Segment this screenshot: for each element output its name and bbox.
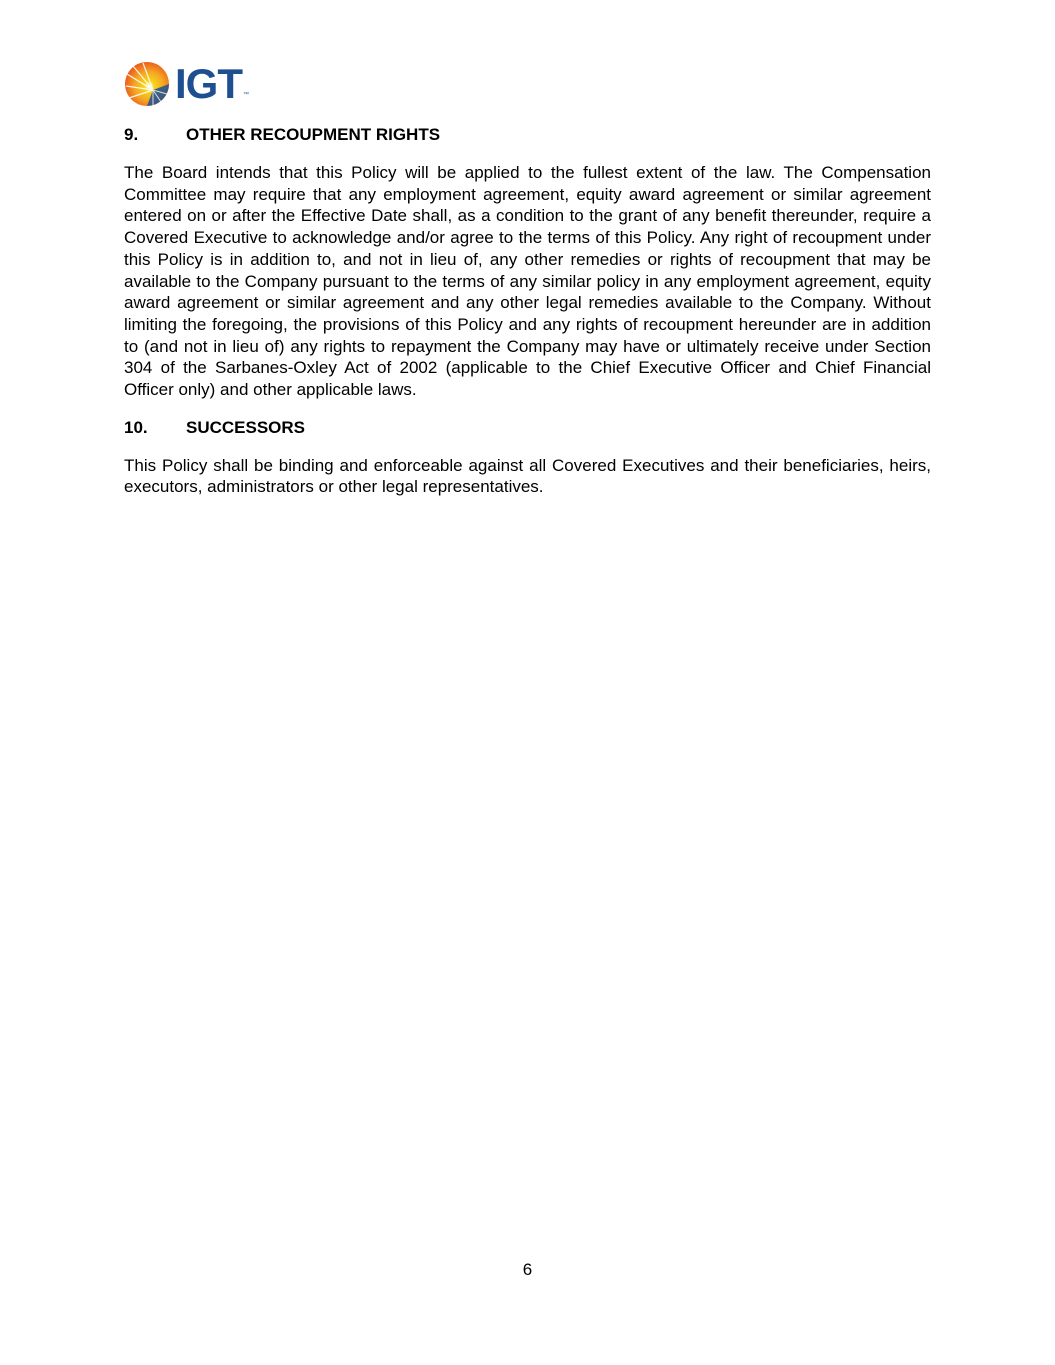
igt-logo bbox=[123, 60, 249, 108]
section-paragraph-10: This Policy shall be binding and enforceable against all Covered Executives and their beneficiaries, heirs, executors, administrators or other legal representatives. bbox=[124, 455, 931, 497]
section-number: 9. bbox=[124, 125, 139, 144]
section-title: OTHER RECOUPMENT RIGHTS bbox=[186, 125, 441, 144]
section-heading-10 bbox=[124, 417, 931, 439]
logo-trademark: ™ bbox=[243, 92, 249, 98]
section-paragraph-9: The Board intends that this Policy will be applied to the fullest extent of the law. The Compensation Committee may require that any employment agreement, equity award agreement or similar agreement entered on or after the Effective Date shall, as a condition to the grant of any benefit thereunder, require a Covered Executive to acknowledge and/or agree to the terms of this Policy. Any right of recoupment under this Policy is in addition to, and not in lieu of, any other remedies or rights of recoupment that may be available to the Company pursuant to the terms of any similar policy in any employment agreement, equity award agreement or similar agreement and any other legal remedies available to the Company. Without limiting the foregoing, the provisions of this Policy and any rights of recoupment hereunder are in addition to (and not in lieu of) any rights to repayment the Company may have or ultimately receive under Section 304 of the Sarbanes-Oxley Act of 2002 (applicable to the Chief Executive Officer and Chief Financial Officer only) and other applicable laws. bbox=[124, 163, 931, 400]
section-number: 10. bbox=[124, 417, 148, 437]
sunburst-icon bbox=[123, 60, 171, 108]
document-body bbox=[124, 124, 931, 498]
page-number: 6 bbox=[522, 1260, 533, 1279]
logo-wordmark: IGT bbox=[175, 60, 242, 107]
section-title: SUCCESSORS bbox=[186, 417, 306, 437]
section-heading-9 bbox=[124, 124, 931, 146]
